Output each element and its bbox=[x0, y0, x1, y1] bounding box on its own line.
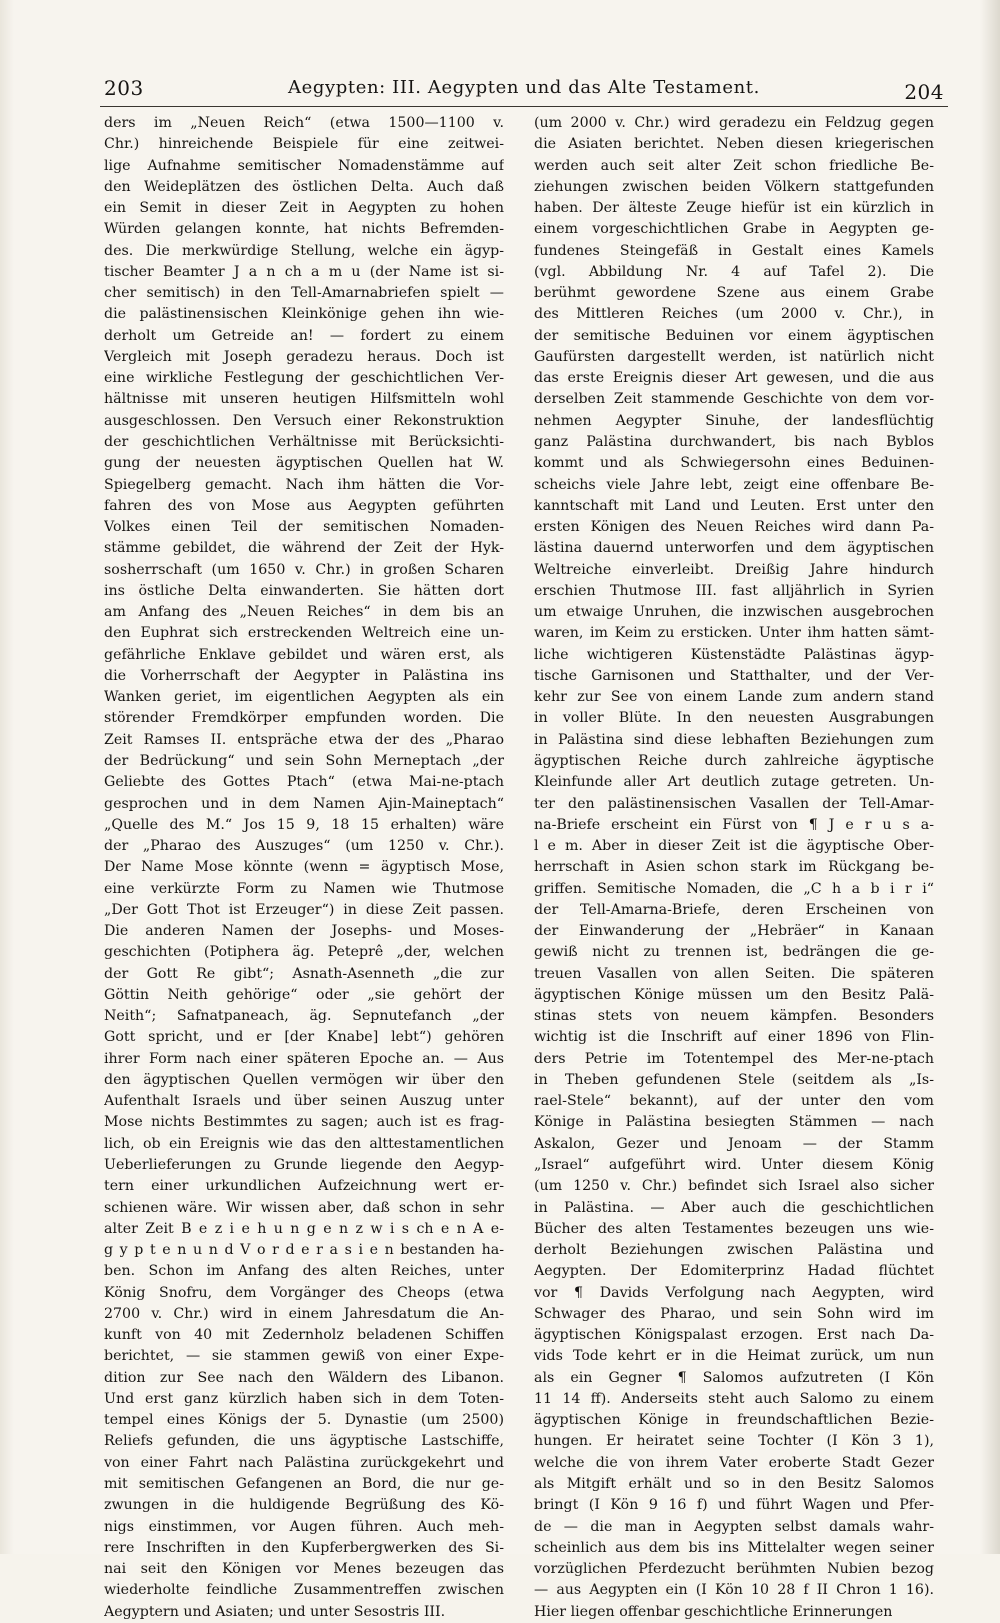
text-line: lich, ob ein Ereignis wie das den alttestamentlichen bbox=[104, 1135, 504, 1152]
text-line: l e m. Aber in dieser Zeit ist die ägyptische Ober- bbox=[534, 838, 934, 855]
text-line: ersten Königen des Neuen Reiches wird dann Pa- bbox=[534, 519, 934, 536]
text-line: wiederholte feindliche Zusammentreffen zwischen bbox=[104, 1582, 504, 1599]
text-line: nigs einstimmen, vor Augen führen. Auch meh- bbox=[104, 1518, 504, 1535]
text-line: ägyptischen Reiche durch zahlreiche ägyptische bbox=[534, 752, 934, 769]
text-line: 11 14 ff). Anderseits steht auch Salomo zu einem bbox=[534, 1390, 934, 1407]
text-line: einem vorgeschichtlichen Grabe in Aegypten ge- bbox=[534, 221, 934, 238]
text-line: am Anfang des „Neuen Reiches“ in dem bis an bbox=[104, 604, 504, 621]
text-line: scheinlich aus dem bis ins Mittelalter wegen seiner bbox=[534, 1539, 934, 1556]
text-line: — aus Aegypten ein (I Kön 10 28 f II Chron 1 16). bbox=[534, 1582, 934, 1599]
text-line: derholt Beziehungen zwischen Palästina und bbox=[534, 1242, 934, 1259]
text-line: fundenes Steingefäß in Gestalt eines Kamels bbox=[534, 242, 934, 259]
text-line: den Euphrat sich erstreckenden Weltreich eine un- bbox=[104, 625, 504, 642]
text-line: bringt (I Kön 9 16 f) und führt Wagen und Pfer- bbox=[534, 1497, 934, 1514]
text-line: kunft von 40 mit Zedernholz beladenen Schiffen bbox=[104, 1327, 504, 1344]
text-line: Hier liegen offenbar geschichtliche Erinnerungen bbox=[534, 1603, 893, 1620]
text-line: vor ¶ Davids Verfolgung nach Aegypten, wird bbox=[534, 1284, 934, 1301]
text-line: der „Pharao des Auszuges“ (um 1250 v. Chr.). bbox=[104, 838, 504, 855]
text-line: tischer Beamter J a n ch a m u (der Name ist si- bbox=[104, 263, 504, 280]
text-line: in Palästina sind diese lebhaften Beziehungen zum bbox=[534, 731, 934, 748]
text-line: berühmt gewordene Szene aus einem Grabe bbox=[534, 285, 934, 302]
text-line: derholt um Getreide an! — fordert zu einem bbox=[104, 327, 504, 344]
text-line: tische Garnisonen und Statthalter, und der Ver- bbox=[534, 667, 934, 684]
text-line: kommt und als Schwiegersohn eines Beduinen- bbox=[534, 455, 934, 472]
text-line: in voller Blüte. In den neuesten Ausgrabungen bbox=[534, 710, 934, 727]
text-line: in Palästina. — Aber auch die geschichtlichen bbox=[534, 1199, 934, 1216]
text-line: Kleinfunde aller Art deutlich zutage getreten. Un- bbox=[534, 774, 934, 791]
text-line: lästina dauernd unterworfen und dem ägyptischen bbox=[534, 540, 934, 557]
text-line: ihrer Form nach einer späteren Epoche an. — Aus bbox=[104, 1050, 504, 1067]
text-line: Bücher des alten Testamentes bezeugen uns wie- bbox=[534, 1220, 934, 1237]
text-line: „Israel“ aufgeführt wird. Unter diesem König bbox=[534, 1157, 934, 1174]
text-line: haben. Der älteste Zeuge hiefür ist ein kürzlich in bbox=[534, 200, 934, 217]
text-line: griffen. Semitische Nomaden, die „C h a b i r i“ bbox=[534, 880, 934, 897]
text-line: Spiegelberg gemacht. Nach ihm hätten die Vor- bbox=[104, 476, 504, 493]
text-line: eine wirkliche Festlegung der geschichtlichen Ver- bbox=[104, 370, 504, 387]
text-line: ders Petrie im Totentempel des Mer-ne-ptach bbox=[534, 1050, 934, 1067]
text-line: vorzüglichen Pferdezucht berühmten Nubien bezog bbox=[534, 1561, 934, 1578]
text-column-left bbox=[104, 113, 504, 1623]
page-number-left: 203 bbox=[104, 76, 144, 100]
text-line: als ein Gegner ¶ Salomos aufzutreten (I Kön bbox=[534, 1369, 934, 1386]
text-line: waren, im Keim zu ersticken. Unter ihm hatten sämt- bbox=[534, 625, 934, 642]
text-line: der Gott Re gibt“; Asnath-Asenneth „die zur bbox=[104, 965, 504, 982]
text-line: hältnisse mit unseren heutigen Hilfsmitteln wohl bbox=[104, 391, 504, 408]
text-line: rael-Stele“ bekannt), auf der unter den vom bbox=[534, 1093, 934, 1110]
text-line: Zeit Ramses II. entspräche etwa der des „Pharao bbox=[104, 731, 504, 748]
text-line: 2700 v. Chr.) wird in einem Jahresdatum die An- bbox=[104, 1305, 504, 1322]
text-line: Mose nichts Bestimmtes zu sagen; auch ist es frag- bbox=[104, 1114, 504, 1131]
text-line: dition zur See nach den Wäldern des Libanon. bbox=[104, 1369, 504, 1386]
text-line: störender Fremdkörper empfunden worden. Die bbox=[104, 710, 504, 727]
text-line: Neith“; Safnatpaneach, äg. Sepnutefanch „der bbox=[104, 1008, 504, 1025]
text-line: König Snofru, dem Vorgänger des Cheops (etwa bbox=[104, 1284, 504, 1301]
text-line: ins östliche Delta einwanderten. Sie hätten dort bbox=[104, 582, 504, 599]
text-line: ben. Schon im Anfang des alten Reiches, unter bbox=[104, 1263, 504, 1280]
text-line: (um 1250 v. Chr.) befindet sich Israel also sicher bbox=[534, 1178, 934, 1195]
text-line: (vgl. Abbildung Nr. 4 auf Tafel 2). Die bbox=[534, 263, 934, 280]
text-line: liche wichtigeren Küstenstädte Palästinas ägyp- bbox=[534, 646, 934, 663]
text-line: stämme gebildet, die während der Zeit der Hyk- bbox=[104, 540, 504, 557]
text-line: in Theben gefundenen Stele (seitdem als „Is- bbox=[534, 1071, 934, 1088]
text-line: gung der neuesten ägyptischen Quellen hat W. bbox=[104, 455, 504, 472]
text-line: berichtet, — sie stammen gewiß von einer Expe- bbox=[104, 1348, 504, 1365]
text-line: ter den palästinensischen Vasallen der Tell-Amar- bbox=[534, 795, 934, 812]
text-line: welche die von ihrem Vater eroberte Stadt Gezer bbox=[534, 1454, 934, 1471]
text-line: erschien Thutmose III. fast alljährlich in Syrien bbox=[534, 582, 934, 599]
text-line: Aegypten. Der Edomiterprinz Hadad flüchtet bbox=[534, 1263, 934, 1280]
text-line: Aufenthalt Israels und über seinen Auszug unter bbox=[104, 1093, 504, 1110]
text-line: von einer Fahrt nach Palästina zurückgekehrt und bbox=[104, 1454, 504, 1471]
text-line: der Einwanderung der „Hebräer“ in Kanaan bbox=[534, 923, 934, 940]
text-line: den Weideplätzen des östlichen Delta. Auch daß bbox=[104, 178, 504, 195]
text-line: nehmen Aegypter Sinuhe, der landesflüchtig bbox=[534, 412, 934, 429]
text-line: Gaufürsten dargestellt werden, ist natürlich nicht bbox=[534, 348, 934, 365]
text-line: ausgeschlossen. Den Versuch einer Rekonstruktion bbox=[104, 412, 504, 429]
text-line: mit semitischen Gefangenen an Bord, die nur ge- bbox=[104, 1476, 504, 1492]
text-line: Könige in Palästina besiegten Stämmen — nach bbox=[534, 1114, 934, 1131]
header-rule bbox=[100, 106, 948, 107]
text-line: der Bedrückung“ und sein Sohn Merneptach „der bbox=[104, 752, 504, 769]
text-line: rere Inschriften in den Kupferbergwerken des Si- bbox=[104, 1539, 504, 1556]
text-line: Vergleich mit Joseph geradezu heraus. Doch ist bbox=[104, 348, 504, 365]
text-line: als Mitgift erhält und so in den Besitz Salomos bbox=[534, 1476, 934, 1492]
text-line: Weltreiche einverleibt. Dreißig Jahre hindurch bbox=[534, 561, 934, 578]
text-line: Göttin Neith gehörige“ oder „sie gehört der bbox=[104, 986, 504, 1003]
text-line: ägyptischen Könige in freundschaftlichen Bezie- bbox=[534, 1412, 934, 1429]
text-line: Askalon, Gezer und Jenoam — der Stamm bbox=[534, 1135, 934, 1152]
text-line: um etwaige Unruhen, die inzwischen ausgebrochen bbox=[534, 604, 934, 621]
text-line: „Der Gott Thot ist Erzeuger“) in diese Zeit passen. bbox=[104, 901, 504, 918]
text-line: ders im „Neuen Reich“ (etwa 1500—1100 v. bbox=[104, 115, 504, 131]
text-line: derselben Zeit stammende Geschichte von dem vor- bbox=[534, 391, 934, 408]
text-line: den ägyptischen Quellen vermögen wir über den bbox=[104, 1071, 504, 1088]
text-line: Schwager des Pharao, und sein Sohn wird im bbox=[534, 1305, 934, 1322]
text-line: „Quelle des M.“ Jos 15 9, 18 15 erhalten) wäre bbox=[104, 816, 504, 833]
text-line: herrschaft in Asien schon stark im Rückgang be- bbox=[534, 859, 934, 876]
text-line: eine verkürzte Form zu Namen wie Thutmose bbox=[104, 880, 504, 897]
text-line: gewiß nicht zu trennen ist, bedrängen die ge- bbox=[534, 944, 934, 961]
text-line: alter Zeit B e z i e h u n g e n z w i s ch e n A e- bbox=[104, 1220, 504, 1237]
text-line: gesprochen und in dem Namen Ajin-Maineptach“ bbox=[104, 795, 504, 812]
page-number-right: 204 bbox=[904, 80, 944, 104]
text-line: Die anderen Namen der Josephs- und Moses- bbox=[104, 923, 504, 940]
text-line: de — die man in Aegypten selbst damals wahr- bbox=[534, 1518, 934, 1535]
running-title: Aegypten: III. Aegypten und das Alte Testament. bbox=[288, 77, 760, 98]
text-line: hungen. Er heiratet seine Tochter (I Kön 3 1), bbox=[534, 1433, 934, 1450]
text-line: Volkes einen Teil der semitischen Nomaden- bbox=[104, 519, 504, 536]
text-line: na-Briefe erscheint ein Fürst von ¶ J e r u s a- bbox=[534, 816, 934, 833]
text-line: ganz Palästina durchwandert, bis nach Byblos bbox=[534, 433, 934, 450]
text-line: Gott spricht, und er [der Knabe] lebt“) gehören bbox=[104, 1029, 504, 1046]
text-line: die palästinensischen Kleinkönige gehen ihn wie- bbox=[104, 306, 504, 323]
text-line: ein Semit in dieser Zeit in Aegypten zu hohen bbox=[104, 200, 504, 217]
text-line: wichtig ist die Inschrift auf einer 1896 von Flin- bbox=[534, 1029, 934, 1046]
text-line: das erste Ereignis dieser Art gewesen, und die aus bbox=[534, 370, 934, 387]
text-line: zwungen in die huldigende Begrüßung des Kö- bbox=[104, 1497, 504, 1514]
text-line: die Asiaten berichtet. Neben diesen kriegerischen bbox=[534, 136, 934, 153]
text-line: Aegyptern und Asiaten; und unter Sesostris III. bbox=[104, 1603, 446, 1620]
text-line: werden auch seit alter Zeit schon friedliche Be- bbox=[534, 157, 934, 174]
text-line: Würden gelangen konnte, hat nichts Befremden- bbox=[104, 221, 504, 238]
text-column-right bbox=[534, 113, 934, 1623]
text-line: geschichten (Potiphera äg. Peteprê „der, welchen bbox=[104, 944, 504, 961]
text-line: Geliebte des Gottes Ptach“ (etwa Mai-ne-ptach bbox=[104, 774, 504, 791]
text-line: Chr.) hinreichende Beispiele für eine zeitwei- bbox=[104, 136, 504, 153]
text-line: tern einer urkundlichen Aufzeichnung wert er- bbox=[104, 1178, 504, 1195]
text-line: der Tell-Amarna-Briefe, deren Erscheinen von bbox=[534, 901, 934, 918]
text-line: ziehungen zwischen beiden Völkern stattgefunden bbox=[534, 178, 934, 195]
text-line: kanntschaft mit Land und Leuten. Erst unter den bbox=[534, 497, 934, 514]
text-line: kehr zur See von einem Lande zum andern stand bbox=[534, 689, 934, 706]
text-line: g y p t e n u n d V o r d e r a s i e n bestanden ha- bbox=[104, 1242, 504, 1259]
text-line: Wanken geriet, im eigentlichen Aegypten als ein bbox=[104, 689, 504, 706]
text-line: nai seit den Königen vor Menes bezeugen das bbox=[104, 1561, 504, 1578]
text-line: schienen wäre. Wir wissen aber, daß schon in sehr bbox=[104, 1199, 504, 1216]
text-line: der geschichtlichen Verhältnisse mit Berücksichti- bbox=[104, 433, 504, 450]
text-line: (um 2000 v. Chr.) wird geradezu ein Feldzug gegen bbox=[534, 115, 934, 131]
text-line: der semitische Beduinen vor einem ägyptischen bbox=[534, 327, 934, 344]
text-line: gefährliche Enklave gebildet und wären erst, als bbox=[104, 646, 504, 663]
text-line: treuen Vasallen von allen Seiten. Die späteren bbox=[534, 965, 934, 982]
text-line: des Mittleren Reiches (um 2000 v. Chr.), in bbox=[534, 306, 934, 323]
text-line: die Vorherrschaft der Aegypter in Palästina ins bbox=[104, 667, 504, 684]
text-line: Der Name Mose könnte (wenn = ägyptisch Mose, bbox=[104, 859, 504, 876]
text-line: cher semitisch) in den Tell-Amarnabriefen spielt — bbox=[104, 285, 504, 302]
text-line: Reliefs gefunden, die uns ägyptische Lastschiffe, bbox=[104, 1433, 504, 1450]
text-line: tempel eines Königs der 5. Dynastie (um 2500) bbox=[104, 1412, 504, 1429]
text-line: scheichs viele Jahre lebt, zeigt eine offenbare Be- bbox=[534, 476, 934, 493]
text-line: lige Aufnahme semitischer Nomadenstämme auf bbox=[104, 157, 504, 174]
text-line: Und erst ganz kürzlich haben sich in dem Toten- bbox=[104, 1390, 504, 1407]
text-line: sosherrschaft (um 1650 v. Chr.) in großen Scharen bbox=[104, 561, 504, 578]
text-line: stinas stets von neuem kämpfen. Besonders bbox=[534, 1008, 934, 1025]
text-line: Ueberlieferungen zu Grunde liegende den Aegyp- bbox=[104, 1157, 504, 1174]
text-line: ägyptischen Königspalast erzogen. Erst nach Da- bbox=[534, 1327, 934, 1344]
running-header bbox=[100, 68, 948, 108]
text-line: vids Tode kehrt er in die Heimat zurück, um nun bbox=[534, 1348, 934, 1365]
text-line: ägyptischen Könige müssen um den Besitz Palä- bbox=[534, 986, 934, 1003]
text-line: fahren des von Mose aus Aegypten geführten bbox=[104, 497, 504, 514]
text-line: des. Die merkwürdige Stellung, welche ein ägyp- bbox=[104, 242, 504, 259]
